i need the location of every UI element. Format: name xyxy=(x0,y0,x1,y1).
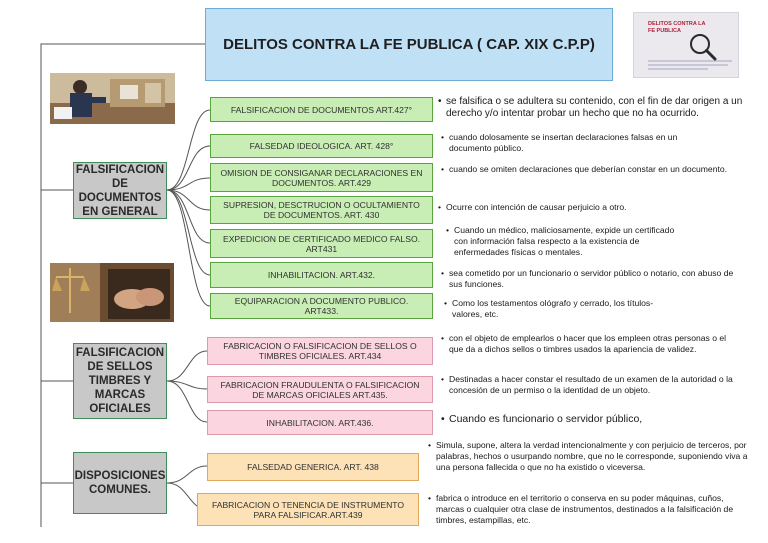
item-art-435: FABRICACION FRAUDULENTA O FALSIFICACION DE MARCAS OFICIALES ART.435. xyxy=(207,376,433,403)
desc-art-436: • Cuando es funcionario o servidor público, xyxy=(441,413,643,425)
branch-c2-3 xyxy=(167,381,207,422)
branch-c2-1 xyxy=(167,351,207,381)
branch-c1-5 xyxy=(167,190,210,243)
desc-art-430: • Ocurre con intención de causar perjuicio a otro. xyxy=(438,202,627,212)
thumbnail-caption xyxy=(648,59,732,73)
item-art-433: EQUIPARACION A DOCUMENTO PUBLICO. ART433. xyxy=(210,293,433,319)
item-art-431: EXPEDICION DE CERTIFICADO MEDICO FALSO. ART431 xyxy=(210,229,433,258)
desc-art-433: • Como los testamentos ológrafo y cerrado, los títulos-valores, etc. xyxy=(444,298,654,319)
desc-art-439: • fabrica o introduce en el territorio o conserva en su poder máquinas, cuños, marcas o cualquier otra clase de instrumentos, destinados a la falsificación de timbres, estampillas, etc. xyxy=(428,493,734,525)
desc-art-429: • cuando se omiten declaraciones que deberían constar en un documento. xyxy=(441,164,728,174)
branch-c3-1 xyxy=(167,466,207,483)
category-falsificacion-sellos: FALSIFICACION DE SELLOS TIMBRES Y MARCAS OFICIALES xyxy=(73,343,167,419)
item-art-436: INHABILITACION. ART.436. xyxy=(207,410,433,435)
justice-photo xyxy=(50,263,174,322)
item-art-430: SUPRESION, DESCTRUCION O OCULTAMIENTO DE DOCUMENTOS. ART. 430 xyxy=(210,196,433,224)
item-art-434: FABRICACION O FALSIFICACION DE SELLOS O TIMBRES OFICIALES. ART.434 xyxy=(207,337,433,365)
item-art-439: FABRICACION O TENENCIA DE INSTRUMENTO PARA FALSIFICAR.ART.439 xyxy=(197,493,419,526)
diagram-title: DELITOS CONTRA LA FE PUBLICA ( CAP. XIX C.P.P) xyxy=(205,8,613,81)
desc-art-432: • sea cometido por un funcionario o servidor público o notario, con abuso de sus funciones. xyxy=(441,268,734,289)
desc-art-434: • con el objeto de emplearlos o hacer que los empleen otras personas o el que da a dichos sellos o timbres usados la apariencia de validez. xyxy=(441,333,727,354)
desc-art-435: • Destinadas a hacer constar el resultado de un examen de la autoridad o la concesión de un permiso o la identidad de un objeto. xyxy=(441,374,733,395)
item-art-428: FALSEDAD IDEOLOGICA. ART. 428° xyxy=(210,134,433,158)
item-art-429: OMISION DE CONSIGANAR DECLARACIONES EN DOCUMENTOS. ART.429 xyxy=(210,163,433,192)
category-falsificacion-documentos: FALSIFICACION DE DOCUMENTOS EN GENERAL xyxy=(73,162,167,219)
desc-art-428: • cuando dolosamente se insertan declaraciones falsas en un documento público. xyxy=(441,132,678,153)
cover-thumbnail xyxy=(633,12,739,78)
item-art-432: INHABILITACION. ART.432. xyxy=(210,262,433,288)
desc-art-427: • se falsifica o se adultera su contenido, con el fin de dar origen a un derecho y/o intentar probar un hecho que no ha ocurrido. xyxy=(438,96,743,119)
category-disposiciones-comunes: DISPOSICIONES COMUNES. xyxy=(73,452,167,514)
item-art-427: FALSIFICACION DE DOCUMENTOS ART.427° xyxy=(210,97,433,122)
thumbnail-title: DELITOS CONTRA LA FE PUBLICA xyxy=(648,21,706,34)
desc-art-438: • Simula, supone, altera la verdad intencionalmente y con perjuicio de terceros, por palabras, hechos o usurpando nombre, que no le corresponde, suponiendo viva a una persona fallecida o que no ha existido o viceversa. xyxy=(428,440,748,472)
item-art-438: FALSEDAD GENERICA. ART. 438 xyxy=(207,453,419,481)
office-photo xyxy=(50,73,175,124)
desc-art-431: • Cuando un médico, maliciosamente, expide un certificado con información falsa respecto a la existencia de enfermedades físicas o mentales. xyxy=(446,225,675,257)
